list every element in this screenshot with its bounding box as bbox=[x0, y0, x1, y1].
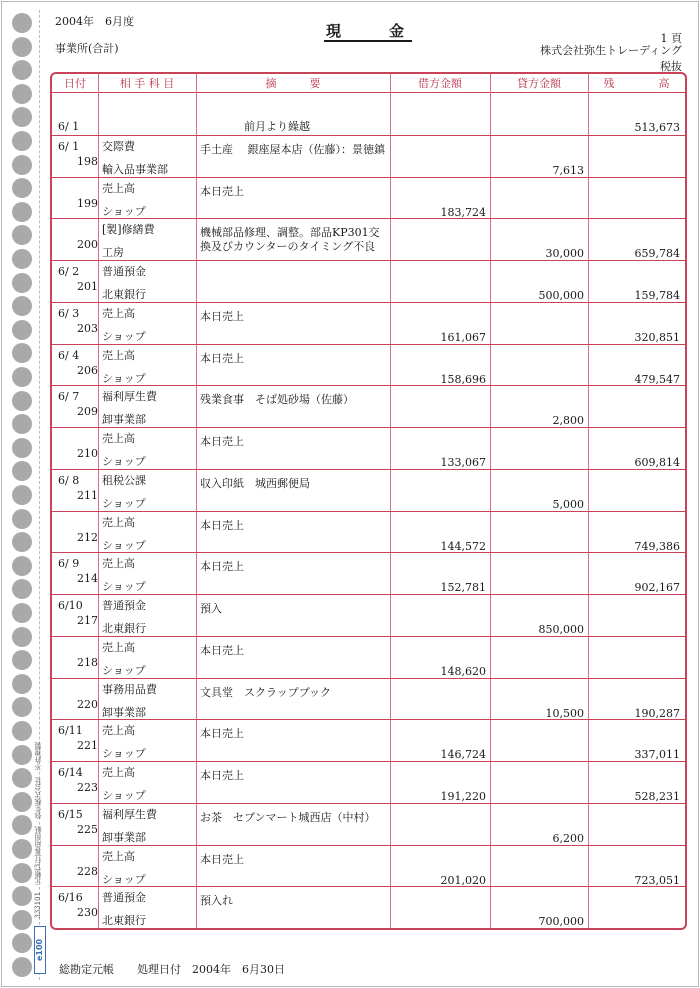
voucher-number: 212 bbox=[77, 530, 98, 544]
credit-amount: 7,613 bbox=[552, 163, 584, 177]
counter-sub-account: ショップ bbox=[102, 872, 146, 886]
feed-hole bbox=[12, 768, 32, 788]
feed-hole bbox=[12, 839, 32, 859]
debit-amount: 183,724 bbox=[440, 205, 486, 219]
column-header-account: 相 手 科 目 bbox=[119, 77, 175, 90]
debit-amount: 148,620 bbox=[440, 664, 486, 678]
entry-description: 本日売上 bbox=[200, 560, 244, 574]
feed-hole bbox=[12, 721, 32, 741]
feed-hole bbox=[12, 438, 32, 458]
counter-account: 売上高 bbox=[102, 515, 135, 529]
counter-account: 売上高 bbox=[102, 557, 135, 571]
feed-hole bbox=[12, 863, 32, 883]
credit-amount: 700,000 bbox=[538, 915, 584, 929]
entry-description: 文具堂 スクラップブック bbox=[200, 685, 332, 699]
balance-amount: 320,851 bbox=[634, 330, 680, 344]
voucher-number: 230 bbox=[77, 906, 98, 920]
table-row bbox=[52, 385, 685, 427]
balance-amount: 659,784 bbox=[634, 247, 680, 261]
debit-amount: 158,696 bbox=[440, 372, 486, 386]
voucher-number: 198 bbox=[77, 154, 98, 168]
feed-hole bbox=[12, 391, 32, 411]
counter-sub-account: 北東銀行 bbox=[102, 622, 146, 635]
entry-description: 本日売上 bbox=[200, 309, 244, 323]
balance-amount: 190,287 bbox=[634, 706, 680, 720]
credit-amount: 500,000 bbox=[538, 289, 584, 302]
counter-account: 売上高 bbox=[102, 849, 135, 863]
counter-account: 普通預金 bbox=[102, 265, 146, 278]
table-row bbox=[52, 719, 685, 761]
counter-account: 売上高 bbox=[102, 348, 135, 362]
ledger-table bbox=[50, 72, 687, 930]
entry-date: 6/ 9 bbox=[58, 557, 80, 571]
table-row bbox=[52, 886, 685, 928]
table-row bbox=[52, 761, 685, 803]
table-row bbox=[52, 845, 685, 887]
credit-amount: 10,500 bbox=[545, 706, 584, 720]
counter-sub-account: ショップ bbox=[102, 747, 146, 761]
credit-amount: 850,000 bbox=[538, 623, 584, 636]
entry-date: 6/ 4 bbox=[58, 348, 80, 362]
counter-sub-account: 卸事業部 bbox=[102, 705, 146, 719]
debit-amount: 201,020 bbox=[440, 873, 486, 887]
entry-description: 預入れ bbox=[200, 894, 233, 908]
entry-description: 預入 bbox=[200, 602, 222, 615]
counter-sub-account: ショップ bbox=[102, 663, 146, 677]
counter-account: 売上高 bbox=[102, 306, 135, 320]
table-row bbox=[52, 803, 685, 845]
table-row bbox=[52, 177, 685, 219]
feed-hole bbox=[12, 697, 32, 717]
feed-hole bbox=[12, 60, 32, 80]
balance-amount: 902,167 bbox=[634, 581, 680, 595]
feed-hole bbox=[12, 674, 32, 694]
voucher-number: 203 bbox=[77, 321, 98, 335]
entry-description: 本日売上 bbox=[200, 769, 244, 782]
balance-amount: 159,784 bbox=[634, 289, 680, 302]
counter-sub-account: ショップ bbox=[102, 538, 146, 552]
counter-account: 福利厚生費 bbox=[102, 390, 157, 404]
counter-sub-account: 卸事業部 bbox=[102, 830, 146, 844]
feed-hole bbox=[12, 509, 32, 529]
table-row bbox=[52, 511, 685, 553]
entry-description: 本日売上 bbox=[200, 518, 244, 532]
entry-description: 手土産 銀座屋本店（佐藤）：景徳鎮 bbox=[200, 142, 385, 156]
column-header-balance: 残 高 bbox=[603, 77, 670, 90]
counter-account: 事務用品費 bbox=[102, 682, 157, 696]
voucher-number: 211 bbox=[77, 488, 98, 502]
brand-logo: e100 bbox=[34, 926, 46, 974]
entry-description: 本日売上 bbox=[200, 184, 244, 198]
voucher-number: 210 bbox=[77, 447, 98, 460]
counter-account: 普通預金 bbox=[102, 599, 146, 612]
debit-amount: 161,067 bbox=[440, 330, 486, 344]
form-name: 総勘定元帳 bbox=[59, 963, 114, 976]
feed-hole bbox=[12, 273, 32, 293]
table-row bbox=[52, 636, 685, 678]
feed-hole bbox=[12, 414, 32, 434]
ledger-header-row bbox=[52, 74, 685, 93]
entry-date: 6/15 bbox=[58, 807, 83, 821]
balance-amount: 723,051 bbox=[634, 873, 680, 887]
tax-mode-label: 税抜 bbox=[660, 60, 682, 73]
counter-sub-account: 工房 bbox=[102, 246, 124, 260]
feed-hole bbox=[12, 792, 32, 812]
entry-date: 6/10 bbox=[58, 599, 83, 612]
debit-amount: 191,220 bbox=[440, 790, 486, 803]
processed-date: 処理日付 2004年 6月30日 bbox=[137, 963, 285, 976]
entry-date: 6/16 bbox=[58, 891, 83, 905]
feed-hole bbox=[12, 320, 32, 340]
counter-account: 売上高 bbox=[102, 766, 135, 779]
feed-hole bbox=[12, 202, 32, 222]
balance-amount: 749,386 bbox=[634, 539, 680, 553]
counter-account: 売上高 bbox=[102, 181, 135, 195]
voucher-number: 201 bbox=[77, 280, 98, 293]
entry-description: 本日売上 bbox=[200, 435, 244, 448]
feed-hole bbox=[12, 367, 32, 387]
feed-hole bbox=[12, 745, 32, 765]
feed-hole bbox=[12, 225, 32, 245]
column-header-debit: 借方金額 bbox=[418, 77, 462, 90]
entry-description: お茶 セブンマート城西店（中村） bbox=[200, 810, 376, 824]
debit-amount: 146,724 bbox=[440, 748, 486, 762]
feed-hole bbox=[12, 957, 32, 977]
feed-hole bbox=[12, 107, 32, 127]
debit-amount: 133,067 bbox=[440, 456, 486, 469]
counter-account: 売上高 bbox=[102, 432, 135, 445]
feed-hole bbox=[12, 532, 32, 552]
balance-amount: 609,814 bbox=[634, 456, 680, 469]
counter-sub-account: ショップ bbox=[102, 580, 146, 594]
office-label: 事業所(合計) bbox=[55, 42, 119, 55]
voucher-number: 225 bbox=[77, 822, 98, 836]
credit-amount: 6,200 bbox=[552, 831, 584, 845]
voucher-number: 218 bbox=[77, 655, 98, 669]
counter-account: [製]修繕費 bbox=[102, 223, 155, 237]
feed-hole bbox=[12, 485, 32, 505]
voucher-number: 217 bbox=[77, 614, 98, 627]
entry-date: 6/ 3 bbox=[58, 306, 80, 320]
voucher-number: 220 bbox=[77, 697, 98, 711]
counter-sub-account: ショップ bbox=[102, 455, 146, 468]
counter-account: 売上高 bbox=[102, 724, 135, 738]
voucher-number: 223 bbox=[77, 781, 98, 794]
balance-amount: 479,547 bbox=[634, 372, 680, 386]
table-row bbox=[52, 93, 685, 135]
entry-date: 6/11 bbox=[58, 724, 83, 738]
credit-amount: 2,800 bbox=[552, 414, 584, 428]
debit-amount: 144,572 bbox=[440, 539, 486, 553]
feed-hole bbox=[12, 37, 32, 57]
entry-description: 前月より繰越 bbox=[200, 120, 310, 133]
entry-date: 6/ 2 bbox=[58, 265, 80, 278]
feed-hole bbox=[12, 627, 32, 647]
balance-amount: 513,673 bbox=[634, 121, 680, 134]
counter-sub-account: ショップ bbox=[102, 329, 146, 343]
page-number: 1 頁 bbox=[660, 32, 682, 45]
counter-sub-account: 卸事業部 bbox=[102, 413, 146, 427]
entry-date: 6/ 1 bbox=[58, 139, 80, 153]
column-header-date: 日付 bbox=[64, 77, 86, 90]
voucher-number: 200 bbox=[77, 238, 98, 252]
counter-sub-account: 北東銀行 bbox=[102, 288, 146, 301]
voucher-number: 209 bbox=[77, 405, 98, 419]
feed-hole bbox=[12, 556, 32, 576]
feed-hole bbox=[12, 13, 32, 33]
counter-sub-account: ショップ bbox=[102, 789, 146, 802]
entry-description: 本日売上 bbox=[200, 351, 244, 365]
feed-hole bbox=[12, 343, 32, 363]
entry-description: 本日売上 bbox=[200, 852, 244, 866]
voucher-number: 199 bbox=[77, 196, 98, 210]
counter-account: 売上高 bbox=[102, 640, 135, 654]
counter-sub-account: ショップ bbox=[102, 371, 146, 385]
counter-account: 租税公課 bbox=[102, 473, 146, 487]
column-header-description: 摘 要 bbox=[265, 77, 321, 90]
entry-date: 6/ 8 bbox=[58, 473, 80, 487]
feed-hole bbox=[12, 910, 32, 930]
table-row bbox=[52, 469, 685, 511]
balance-amount: 337,011 bbox=[634, 748, 680, 762]
feed-hole bbox=[12, 815, 32, 835]
debit-amount: 152,781 bbox=[440, 581, 486, 595]
entry-date: 6/ 7 bbox=[58, 390, 80, 404]
entry-description: 残業食事 そば処砂場（佐藤） bbox=[200, 393, 354, 407]
feed-hole bbox=[12, 84, 32, 104]
company-name: 株式会社弥生トレーディング bbox=[540, 44, 682, 57]
table-row bbox=[52, 594, 685, 636]
entry-description: 本日売上 bbox=[200, 643, 244, 657]
column-header-credit: 貸方金額 bbox=[517, 77, 561, 90]
form-code-text: 333101 元帳(3行)専用用紙 弥生株式会社 不許複製 bbox=[34, 742, 42, 919]
table-row bbox=[52, 344, 685, 386]
ledger-title: 現 金 bbox=[325, 22, 410, 40]
feed-hole bbox=[12, 296, 32, 316]
counter-account: 福利厚生費 bbox=[102, 807, 157, 821]
voucher-number: 214 bbox=[77, 572, 98, 586]
feed-hole bbox=[12, 131, 32, 151]
feed-hole bbox=[12, 933, 32, 953]
credit-amount: 30,000 bbox=[545, 247, 584, 261]
credit-amount: 5,000 bbox=[552, 497, 584, 511]
counter-account: 普通預金 bbox=[102, 891, 146, 905]
ledger-sheet bbox=[1, 1, 699, 987]
entry-description: 本日売上 bbox=[200, 727, 244, 741]
table-row bbox=[52, 678, 685, 720]
counter-sub-account: ショップ bbox=[102, 204, 146, 218]
balance-amount: 528,231 bbox=[634, 790, 680, 803]
entry-date: 6/ 1 bbox=[58, 120, 80, 133]
feed-hole bbox=[12, 579, 32, 599]
entry-description: 機械部品修理、調整。部品KP301交換及びカウンターのタイミング不良 bbox=[200, 226, 380, 254]
table-row bbox=[52, 302, 685, 344]
feed-hole bbox=[12, 461, 32, 481]
table-row bbox=[52, 218, 685, 260]
voucher-number: 206 bbox=[77, 363, 98, 377]
feed-hole bbox=[12, 650, 32, 670]
feed-hole bbox=[12, 603, 32, 623]
entry-description: 収入印紙 城西郵便局 bbox=[200, 476, 310, 490]
feed-hole bbox=[12, 249, 32, 269]
voucher-number: 228 bbox=[77, 864, 98, 878]
counter-sub-account: 北東銀行 bbox=[102, 914, 146, 928]
counter-account: 交際費 bbox=[102, 139, 135, 153]
feed-hole bbox=[12, 178, 32, 198]
table-row bbox=[52, 427, 685, 469]
voucher-number: 221 bbox=[77, 739, 98, 753]
table-row bbox=[52, 552, 685, 594]
feed-hole bbox=[12, 155, 32, 175]
period-label: 2004年 6月度 bbox=[55, 15, 134, 28]
table-row bbox=[52, 260, 685, 302]
feed-hole bbox=[12, 886, 32, 906]
counter-sub-account: ショップ bbox=[102, 496, 146, 510]
entry-date: 6/14 bbox=[58, 766, 83, 779]
counter-sub-account: 輸入品事業部 bbox=[102, 162, 168, 176]
table-row bbox=[52, 135, 685, 177]
